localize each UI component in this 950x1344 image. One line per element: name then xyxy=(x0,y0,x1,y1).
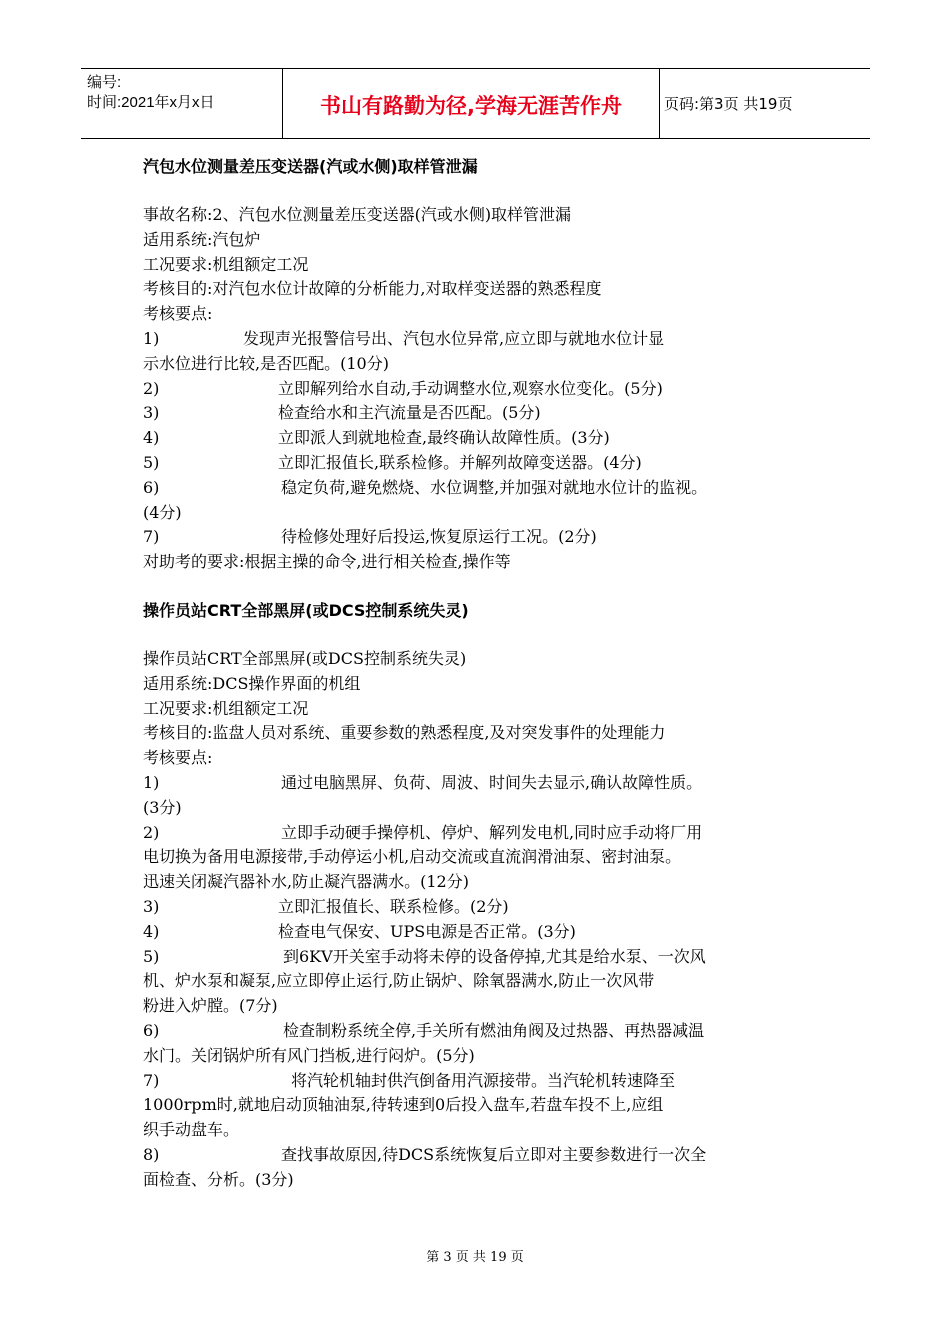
checkpoint-number: 5) xyxy=(143,946,160,966)
info-line: 考核目的:对汽包水位计故障的分析能力,对取样变送器的熟悉程度 xyxy=(143,279,602,299)
checkpoint-text-continued: 示水位进行比较,是否匹配。(10分) xyxy=(143,353,389,373)
checkpoint-text-continued: 面检查、分析。(3分) xyxy=(143,1169,294,1189)
checkpoint-number: 7) xyxy=(143,1070,160,1090)
checkpoint-text: 立即汇报值长,联系检修。并解列故障变送器。(4分) xyxy=(278,452,642,472)
checkpoint-text: 将汽轮机轴封供汽倒备用汽源接带。当汽轮机转速降至 xyxy=(291,1070,676,1090)
checkpoint-item xyxy=(143,945,823,1019)
checkpoint-item xyxy=(143,1143,823,1193)
checkpoint-item xyxy=(143,920,823,945)
checkpoint-text: 立即派人到就地检查,最终确认故障性质。(3分) xyxy=(278,428,610,448)
checkpoint-item xyxy=(143,327,823,377)
document-body xyxy=(143,155,823,1192)
checkpoint-text: 查找事故原因,待DCS系统恢复后立即对主要参数进行一次全 xyxy=(281,1144,707,1164)
header-date: 时间:2021年x月x日 xyxy=(87,94,215,111)
checkpoint-number: 2) xyxy=(143,822,160,842)
checkpoint-text: 检查电气保安、UPS电源是否正常。(3分) xyxy=(278,921,576,941)
checkpoint-text: 发现声光报警信号出、汽包水位异常,应立即与就地水位计显 xyxy=(243,328,665,348)
checkpoint-text-continued: 迅速关闭凝汽器补水,防止凝汽器满水。(12分) xyxy=(143,872,469,892)
header-motto-cell xyxy=(283,69,660,138)
checkpoint-item xyxy=(143,1069,823,1143)
checkpoint-number: 7) xyxy=(143,527,160,547)
checkpoint-text: 通过电脑黑屏、负荷、周波、时间失去显示,确认故障性质。 xyxy=(281,772,703,792)
info-line: 考核目的:监盘人员对系统、重要参数的熟悉程度,及对突发事件的处理能力 xyxy=(143,723,666,743)
checkpoint-number: 2) xyxy=(143,378,160,398)
info-line: 事故名称:2、汽包水位测量差压变送器(汽或水侧)取样管泄漏 xyxy=(143,205,572,224)
checkpoint-text: 立即手动硬手操停机、停炉、解列发电机,同时应手动将厂用 xyxy=(281,822,703,842)
checkpoint-number: 6) xyxy=(143,477,160,497)
checkpoint-number: 3) xyxy=(143,896,160,916)
checkpoint-item xyxy=(143,1019,823,1069)
checkpoint-number: 8) xyxy=(143,1144,160,1164)
header-meta-cell xyxy=(81,69,283,138)
checkpoint-text: 检查给水和主汽流量是否匹配。(5分) xyxy=(278,403,541,423)
checkpoint-text-continued: 织手动盘车。 xyxy=(143,1120,240,1140)
checkpoint-text: 待检修处理好后投运,恢复原运行工况。(2分) xyxy=(281,527,597,547)
info-line: 工况要求:机组额定工况 xyxy=(143,698,309,718)
checkpoint-item xyxy=(143,821,823,895)
checkpoint-item xyxy=(143,771,823,821)
checkpoint-text: 立即汇报值长、联系检修。(2分) xyxy=(278,896,509,916)
checkpoint-item xyxy=(143,426,823,451)
header-page-info: 页码:第3页 共19页 xyxy=(664,95,793,113)
assistant-requirement: 对助考的要求:根据主操的命令,进行相关检查,操作等 xyxy=(143,552,511,572)
section-info-lines xyxy=(143,203,823,327)
checkpoint-number: 4) xyxy=(143,921,160,941)
checkpoint-text-continued: (3分) xyxy=(143,797,182,817)
checkpoint-item xyxy=(143,377,823,402)
page-footer: 第 3 页 共 19 页 xyxy=(426,1250,524,1265)
checkpoint-item xyxy=(143,451,823,476)
checkpoint-text-continued: 电切换为备用电源接带,手动停运小机,启动交流或直流润滑油泵、密封油泵。 xyxy=(143,847,682,867)
section-title: 汽包水位测量差压变送器(汽或水侧)取样管泄漏 xyxy=(143,157,478,176)
checkpoint-text: 稳定负荷,避免燃烧、水位调整,并加强对就地水位计的监视。 xyxy=(281,477,708,497)
checkpoint-item xyxy=(143,401,823,426)
info-line: 操作员站CRT全部黑屏(或DCS控制系统失灵) xyxy=(143,648,467,668)
header-serial-label: 编号: xyxy=(87,74,122,91)
section-title: 操作员站CRT全部黑屏(或DCS控制系统失灵) xyxy=(143,600,469,620)
checkpoint-list xyxy=(143,327,823,550)
section-info-lines xyxy=(143,647,823,771)
checkpoint-text: 到6KV开关室手动将未停的设备停掉,尤其是给水泵、一次风 xyxy=(283,946,706,966)
checkpoint-item xyxy=(143,525,823,550)
checkpoint-text-continued: 机、炉水泵和凝泵,应立即停止运行,防止锅炉、除氧器满水,防止一次风带 xyxy=(143,971,655,991)
checkpoint-number: 3) xyxy=(143,403,160,423)
checkpoint-item xyxy=(143,476,823,526)
info-line: 工况要求:机组额定工况 xyxy=(143,254,309,274)
checkpoint-number: 4) xyxy=(143,428,160,448)
checkpoint-list xyxy=(143,771,823,1193)
info-line: 考核要点: xyxy=(143,748,213,768)
page-header xyxy=(81,68,870,139)
checkpoint-number: 1) xyxy=(143,328,160,348)
checkpoint-number: 1) xyxy=(143,772,160,792)
checkpoint-number: 5) xyxy=(143,452,160,472)
checkpoint-text-continued: 水门。关闭锅炉所有风门挡板,进行闷炉。(5分) xyxy=(143,1045,475,1065)
checkpoint-text: 检查制粉系统全停,手关所有燃油角阀及过热器、再热器减温 xyxy=(283,1020,705,1040)
checkpoint-text-continued: 粉进入炉膛。(7分) xyxy=(143,996,278,1016)
info-line: 考核要点: xyxy=(143,304,213,324)
checkpoint-number: 6) xyxy=(143,1020,160,1040)
checkpoint-text-continued: 1000rpm时,就地启动顶轴油泵,待转速到0后投入盘车,若盘车投不上,应组 xyxy=(143,1095,664,1115)
checkpoint-text: 立即解列给水自动,手动调整水位,观察水位变化。(5分) xyxy=(278,378,663,398)
checkpoint-item xyxy=(143,895,823,920)
header-motto: 书山有路勤为径,学海无涯苦作舟 xyxy=(320,94,622,118)
info-line: 适用系统:DCS操作界面的机组 xyxy=(143,673,361,693)
info-line: 适用系统:汽包炉 xyxy=(143,229,261,249)
checkpoint-text-continued: (4分) xyxy=(143,502,182,522)
